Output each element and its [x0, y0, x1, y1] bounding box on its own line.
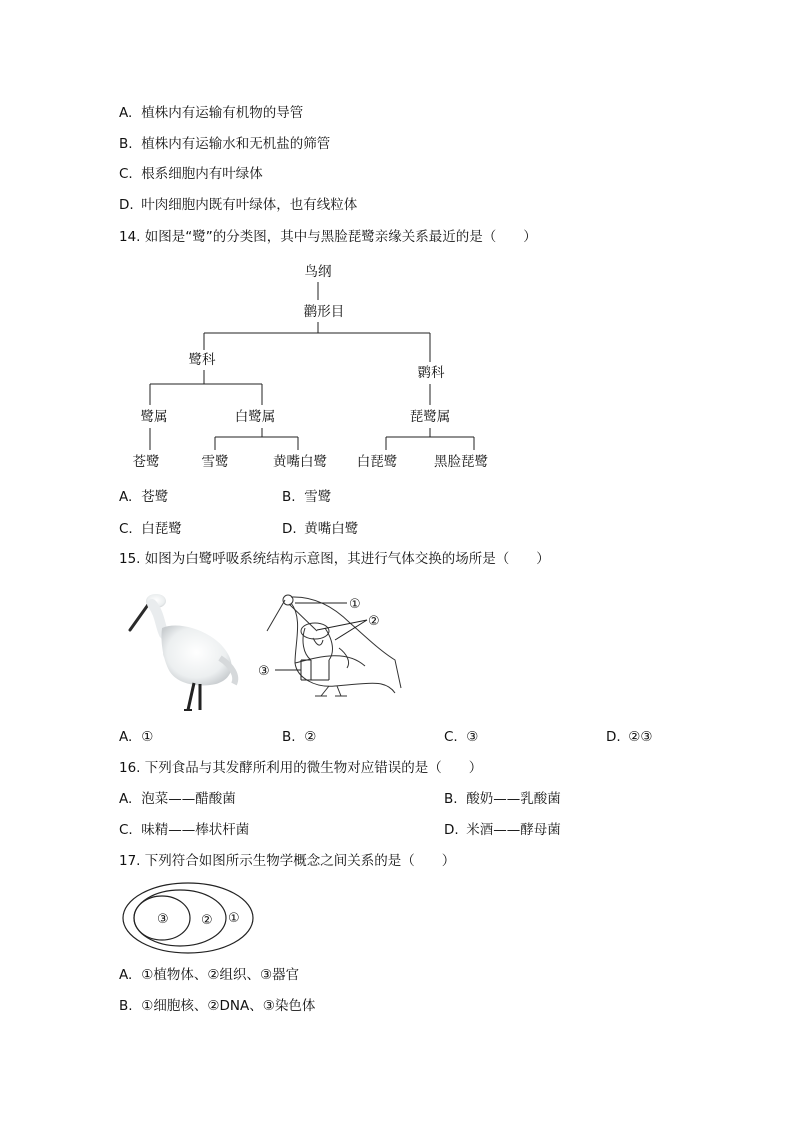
tree-node-genus-platalea: 琵鹭属 — [409, 409, 451, 425]
option-letter: B. — [444, 791, 458, 807]
option-text: 白琵鹭 — [141, 521, 182, 537]
option-text: 酸奶——乳酸菌 — [466, 791, 561, 807]
option-text: 米酒——酵母菌 — [466, 822, 561, 838]
option-text: 苍鹭 — [141, 489, 169, 505]
q15-option-d — [606, 728, 653, 746]
q16-stem: 16. 下列食品与其发酵所利用的微生物对应错误的是（ ） — [119, 760, 483, 776]
option-letter: A. — [119, 729, 133, 745]
q16-option-c — [119, 821, 249, 839]
tree-leaf-chinese-egret: 黄嘴白鹭 — [273, 454, 327, 470]
option-letter: C. — [444, 729, 458, 745]
option-text: 雪鹭 — [304, 489, 332, 505]
option-text: ① — [141, 729, 154, 745]
tree-node-family-threskiornithidae: 鹮科 — [417, 365, 445, 381]
q14-option-d — [282, 520, 358, 538]
q16-option-a — [119, 790, 236, 808]
option-text: 泡菜——醋酸菌 — [141, 791, 236, 807]
tree-leaf-snowy-egret: 雪鹭 — [201, 454, 229, 470]
option-letter: A. — [119, 967, 133, 983]
option-text: ③ — [466, 729, 479, 745]
q14-stem: 14. 如图是“鹭”的分类图，其中与黑脸琵鹭亲缘关系最近的是（ ） — [119, 229, 537, 245]
q17-option-b — [119, 997, 315, 1015]
label-2: ② — [368, 614, 380, 629]
tree-node-genus-egretta: 白鹭属 — [234, 409, 276, 425]
option-text: ② — [304, 729, 317, 745]
option-text: 植株内有运输水和无机盐的筛管 — [141, 136, 331, 152]
option-letter: B. — [282, 729, 296, 745]
egret-photo — [120, 588, 245, 713]
option-text: 根系细胞内有叶绿体 — [141, 166, 263, 182]
label-1: ① — [349, 597, 361, 612]
tree-node-order: 鹳形目 — [303, 304, 345, 320]
q17-option-a — [119, 966, 299, 984]
q15-option-a — [119, 728, 153, 746]
q17-stem: 17. 下列符合如图所示生物学概念之间关系的是（ ） — [119, 853, 456, 869]
q15-stem: 15. 如图为白鹭呼吸系统结构示意图，其进行气体交换的场所是（ ） — [119, 551, 550, 567]
tree-leaf-black-faced-spoonbill: 黑脸琵鹭 — [434, 454, 488, 470]
ellipse-label-3: ③ — [157, 912, 169, 927]
tree-node-family-ardeidae: 鹭科 — [188, 352, 216, 368]
q16-option-b — [444, 790, 561, 808]
tree-leaf-grey-heron: 苍鹭 — [132, 454, 160, 470]
option-letter: C. — [119, 822, 133, 838]
option-text: 植株内有运输有机物的导管 — [141, 105, 304, 121]
classification-tree — [0, 0, 794, 480]
option-letter: B. — [119, 998, 133, 1014]
option-text: 味精——棒状杆菌 — [141, 822, 250, 838]
option-letter: D. — [119, 197, 134, 213]
option-text: ①植物体、②组织、③器官 — [141, 967, 300, 983]
option-letter: D. — [282, 521, 297, 537]
respiratory-system-diagram — [255, 588, 405, 703]
q15-option-c — [444, 728, 478, 746]
q14-option-a — [119, 488, 168, 506]
option-letter: D. — [606, 729, 621, 745]
tree-node-genus-ardea: 鹭属 — [140, 409, 168, 425]
option-letter: B. — [119, 136, 133, 152]
option-letter: C. — [119, 166, 133, 182]
option-letter: D. — [444, 822, 459, 838]
q14-option-b — [282, 488, 331, 506]
option-letter: A. — [119, 105, 133, 121]
option-text: ②③ — [628, 729, 653, 745]
option-letter: A. — [119, 489, 133, 505]
tree-leaf-eurasian-spoonbill: 白琵鹭 — [356, 454, 398, 470]
option-text: 黄嘴白鹭 — [304, 521, 359, 537]
option-letter: B. — [282, 489, 296, 505]
option-letter: C. — [119, 521, 133, 537]
nested-ellipse-diagram — [118, 880, 258, 956]
ellipse-label-1: ① — [228, 911, 240, 926]
q14-option-c — [119, 520, 182, 538]
label-3: ③ — [258, 664, 270, 679]
ellipse-label-2: ② — [201, 913, 213, 928]
q16-option-d — [444, 821, 561, 839]
tree-node-class: 鸟纲 — [304, 264, 332, 280]
option-text: 叶肉细胞内既有叶绿体，也有线粒体 — [141, 197, 358, 213]
option-letter: A. — [119, 791, 133, 807]
option-text: ①细胞核、②DNA、③染色体 — [141, 998, 316, 1014]
q15-option-b — [282, 728, 316, 746]
